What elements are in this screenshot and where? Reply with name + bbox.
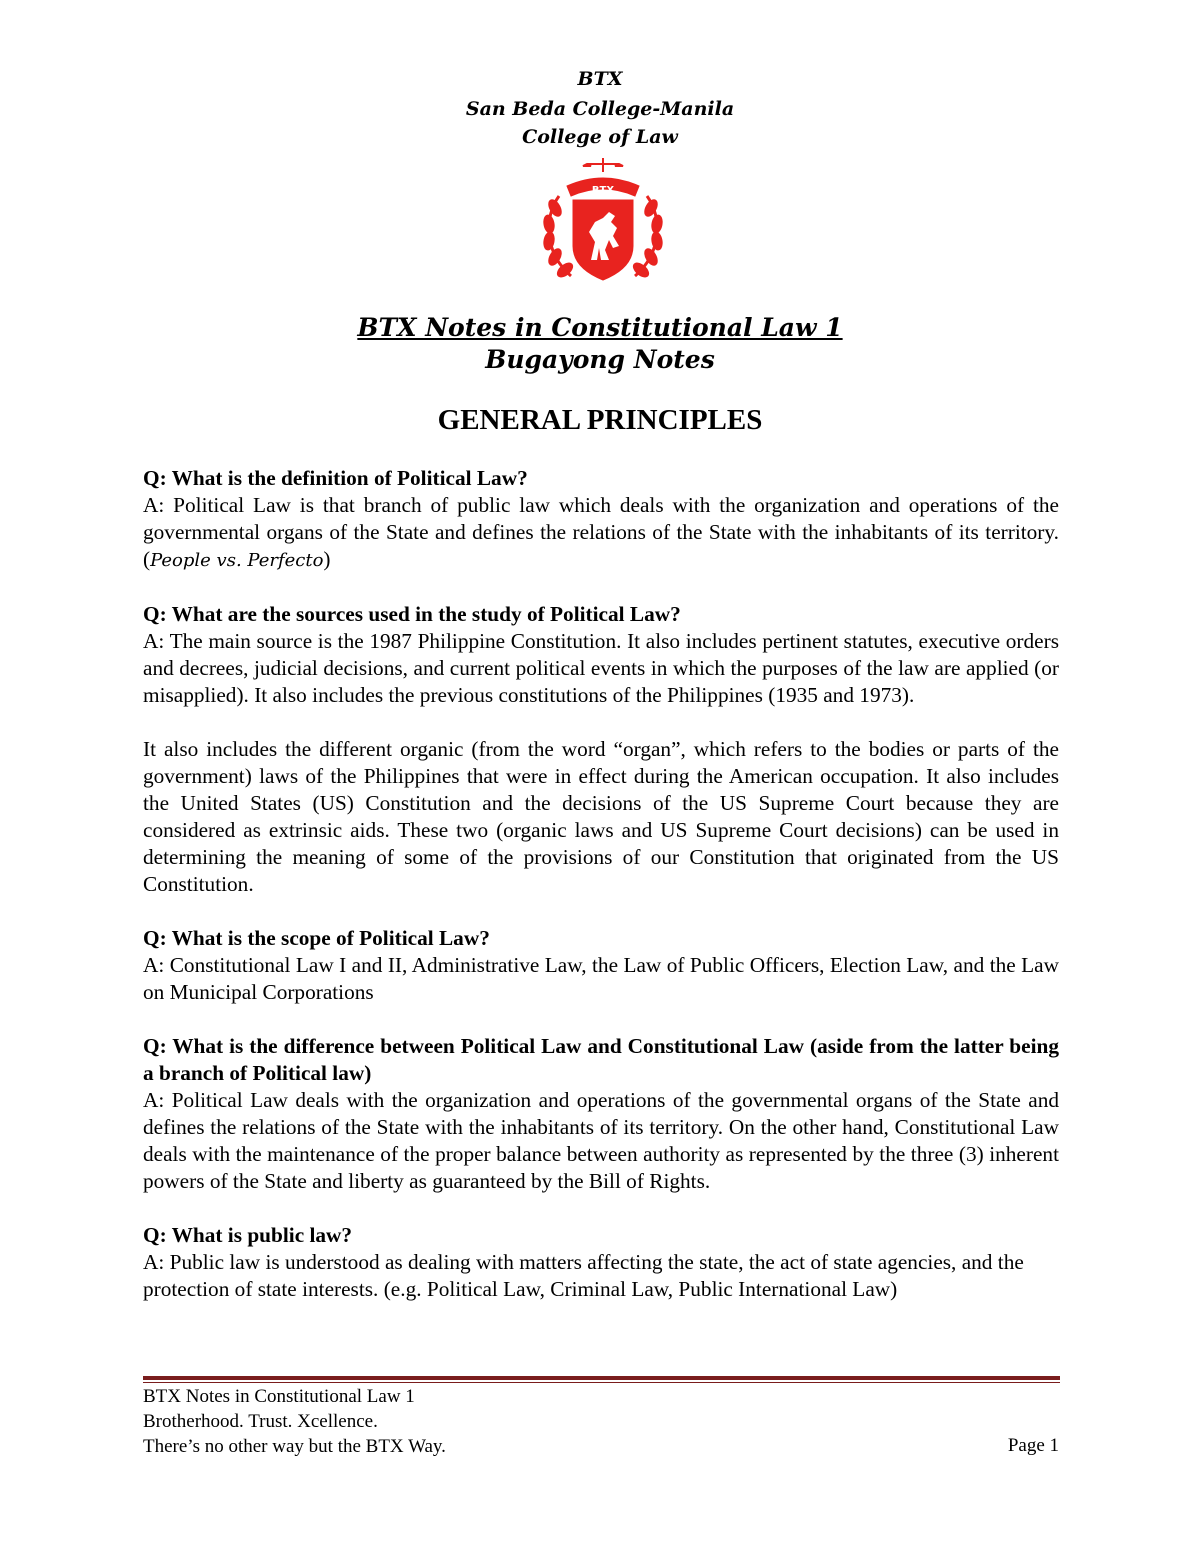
document-title: BTX Notes in Constitutional Law 1 — [357, 313, 843, 342]
qa-body — [143, 465, 1059, 1303]
btx-seal-logo — [537, 156, 669, 290]
answer-1-end: ) — [323, 547, 331, 571]
answer-1 — [143, 492, 1059, 574]
question-2: Q: What are the sources used in the study of Political Law? — [143, 602, 681, 626]
school-name: San Beda College-Manila — [465, 98, 735, 120]
document-subtitle: Bugayong Notes — [485, 345, 715, 374]
answer-2: A: The main source is the 1987 Philippine Constitution. It also includes pertinent statutes, executive orders and decrees, judicial decisions, and current political events in which the purposes of the law are applied (or misapplied). It also includes the previous constitutions of the Philippines (1935 and 1973). — [143, 629, 1059, 707]
footer-rule — [143, 1376, 1060, 1380]
answer-3: A: Constitutional Law I and II, Administrative Law, the Law of Public Officers, Election Law, and the Law on Municipal Corporations — [143, 953, 1059, 1004]
question-3: Q: What is the scope of Political Law? — [143, 926, 490, 950]
page-number: Page 1 — [1007, 1435, 1059, 1456]
footer-line-3: There’s no other way but the BTX Way. — [143, 1436, 446, 1457]
seal-text: BTX — [591, 185, 615, 196]
question-5: Q: What is public law? — [143, 1223, 353, 1247]
case-citation: People vs. Perfecto — [150, 550, 324, 571]
footer-rule-thin — [143, 1382, 1060, 1383]
college-name: College of Law — [522, 126, 678, 148]
answer-2-continued: It also includes the different organic (from the word “organ”, which refers to the bodies or parts of the government) laws of the Philippines that were in effect during the American occupation. It also includes the United States (US) Constitution and the decisions of the US Supreme Court because they are considered as extrinsic aids. These two (organic laws and US Supreme Court decisions) can be used in determining the meaning of some of the provisions of our Constitution that originated from the US Constitution. — [143, 737, 1059, 896]
answer-4: A: Political Law deals with the organization and operations of the governmental organs of the State and defines the relations of the State with the inhabitants of its territory. On the other hand, Constitutional Law deals with the maintenance of the proper balance between authority as represented by the three (3) inherent powers of the State and liberty as guaranteed by the Bill of Rights. — [143, 1088, 1059, 1193]
scales-icon — [583, 158, 623, 172]
section-heading: GENERAL PRINCIPLES — [437, 404, 763, 436]
org-name: BTX — [577, 68, 623, 90]
footer-line-1: BTX Notes in Constitutional Law 1 — [143, 1386, 415, 1407]
answer-1-text: A: Political Law is that branch of public law which deals with the organization and operations of the governmental organs of the State and defines the relations of the State with the inhabitants of its territory. ( — [143, 493, 1059, 571]
question-1: Q: What is the definition of Political Law? — [143, 466, 528, 490]
answer-5: A: Public law is understood as dealing with matters affecting the state, the act of state agencies, and the protection of state interests. (e.g. Political Law, Criminal Law, Public International Law) — [143, 1250, 1024, 1301]
footer-line-2: Brotherhood. Trust. Xcellence. — [143, 1411, 378, 1432]
question-4: Q: What is the difference between Political Law and Constitutional Law (aside from the latter being a branch of Political law) — [143, 1034, 1059, 1085]
